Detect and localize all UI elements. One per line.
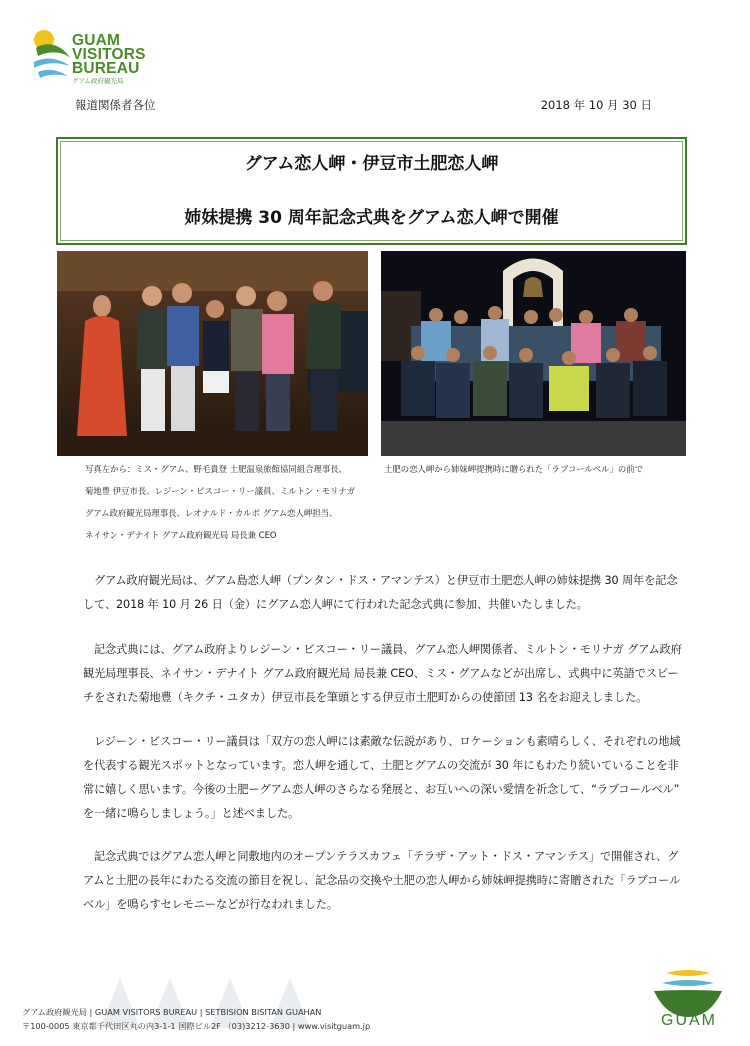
photo-group-ceremony	[57, 251, 368, 456]
body-paragraph-3: レジーン・ビスコー・リー議員は「双方の恋人岬には素敵な伝説があり、ロケーションも素晴らしく、それぞれの地域を代表する観光スポットとなっています。恋人岬を通して、土肥とグアムの交流が 30 年にもわたり続いていることを非常に嬉しく思います。今後の土肥ーグアム恋人岬のさらなる発展と、お互いへの深い愛情を祈念して、“ラブコールベル” を一緒に鳴らしましょう。」と述べました。	[83, 735, 681, 820]
addressee: 報道関係者各位	[75, 98, 156, 112]
logo-word-3: BUREAU	[72, 60, 140, 77]
logo-word-2: VISITORS	[72, 46, 146, 63]
release-date: 2018 年 10 月 30 日	[540, 98, 652, 112]
caption-left-line: ネイサン・デナイト グアム政府観光局 局長兼 CEO	[85, 530, 277, 540]
caption-left-line: 菊地豊 伊豆市長、レジーン・ビスコー・リー議員、ミルトン・モリナガ	[85, 486, 355, 496]
logo-word-1: GUAM	[72, 32, 121, 49]
footer-org: グアム政府観光局 | GUAM VISITORS BUREAU | SETBISION BISITAN GUAHAN	[22, 1007, 322, 1017]
title-line-2: 姉妹提携 30 周年記念式典をグアム恋人岬で開催	[184, 208, 559, 228]
caption-left-line: 写真左から：ミス・グアム、野毛貴登 土肥温泉旅館協同組合理事長、	[85, 464, 347, 474]
logo-jp-text: グアム政府観光局	[72, 77, 124, 85]
body-paragraph-4: 記念式典ではグアム恋人岬と同敷地内のオープンテラスカフェ「テラザ・アット・ドス・アマンテス」で開催され、グアムと土肥の長年にわたる交流の節目を祝し、記念品の交換や土肥の恋人岬から姉妹岬提携時に寄贈された「ラブコールベル」を鳴らすセレモニーなどが行なわれました。	[83, 850, 681, 911]
guam-brand-word: GUAM	[661, 1012, 717, 1029]
gvb-emblem-icon	[30, 28, 74, 86]
caption-left-line: グアム政府観光局理事長、レオナルド・カルボ グアム恋人岬担当、	[85, 508, 338, 518]
caption-right: 土肥の恋人岬から姉妹岬提携時に贈られた「ラブコールベル」の前で	[384, 464, 644, 474]
caption-left	[85, 458, 385, 546]
title-box	[56, 137, 687, 245]
title-line-1: グアム恋人岬・伊豆市土肥恋人岬	[244, 154, 499, 174]
photo-love-call-bell	[381, 251, 686, 456]
body-paragraph-2: 記念式典には、グアム政府よりレジーン・ビスコー・リー議員、グアム恋人岬関係者、ミルトン・モリナガ グアム政府観光局理事長、ネイサン・デナイト グアム政府観光局 局長兼 CEO、ミス・グアムなどが出席し、式典中に英語でスピーチをされた菊地豊（キクチ・ユタカ）伊豆市長を筆頭とする伊豆市土肥町からの使節団 13 名をお迎えしました。	[83, 643, 682, 704]
gvb-logo	[30, 28, 150, 86]
body-paragraph-1: グアム政府観光局は、グアム島恋人岬（プンタン・ドス・アマンテス）と伊豆市土肥恋人岬の姉妹提携 30 周年を記念して、2018 年 10 月 26 日（金）にグアム恋人岬にて行われた記念式典に参加、共催いたしました。	[83, 574, 678, 611]
footer-address: 〒100-0005 東京都千代田区丸の内3-1-1 国際ビル2F （03)3212-3630 | www.visitguam.jp	[22, 1021, 371, 1031]
